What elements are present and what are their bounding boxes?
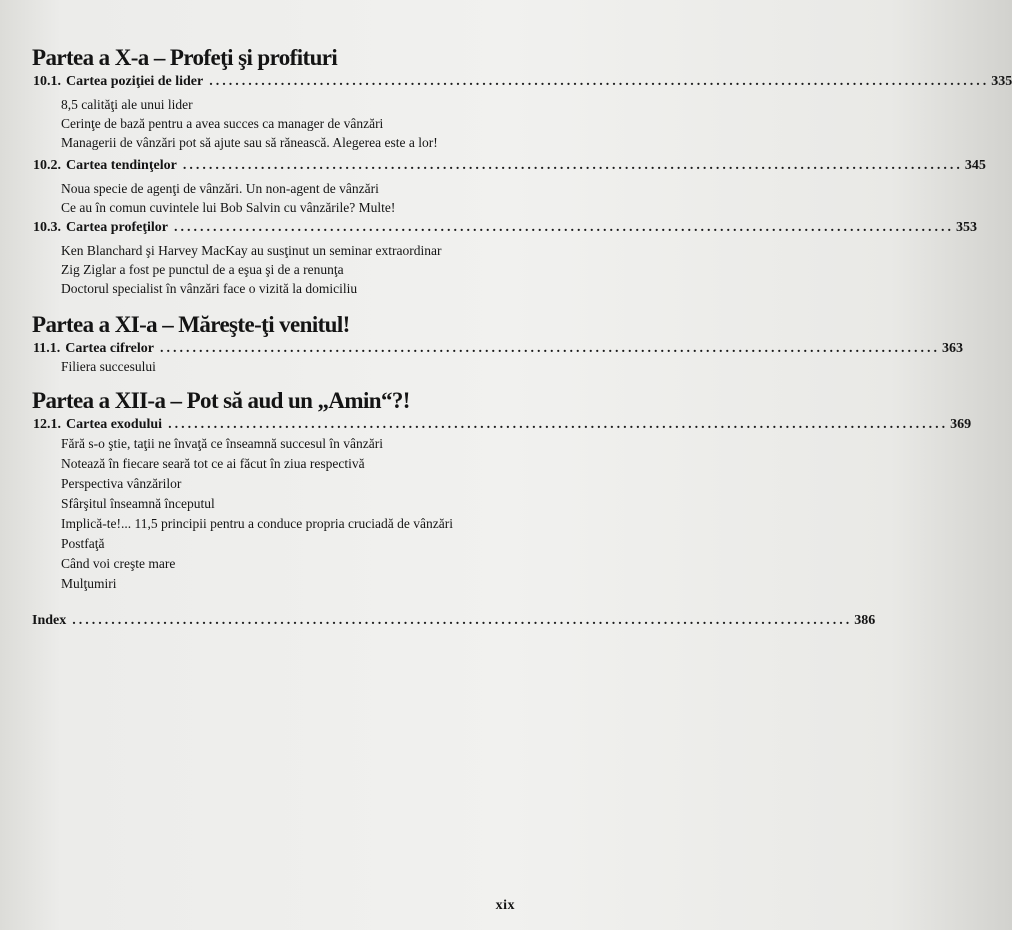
section-item[interactable]: Managerii de vânzări pot să ajute sau să rănească. Alegerea este a lor!	[61, 135, 438, 150]
page-number: 363	[941, 341, 963, 356]
chapter-number: 10.2.	[33, 158, 61, 173]
section-item[interactable]: 8,5 calităţi ale unui lider	[61, 97, 193, 112]
page-number: 345	[964, 158, 986, 173]
chapter-number: 11.1.	[33, 341, 61, 356]
section-item[interactable]: Mulţumiri	[61, 576, 117, 591]
chapter-title: Cartea tendinţelor	[66, 158, 177, 173]
chapter-title: Cartea exodului	[66, 417, 163, 432]
section-item[interactable]: Notează în fiecare seară tot ce ai făcut în ziua respectivă	[61, 456, 365, 471]
dot-leader: ........................................................................................................................	[72, 613, 853, 628]
page-folio: xix	[495, 898, 515, 913]
section-item[interactable]: Fără s-o ştie, taţii ne învaţă ce înseamnă succesul în vânzări	[61, 436, 384, 451]
part-title: Partea a XI-a – Măreşte-ţi venitul!	[32, 312, 350, 337]
index-entry[interactable]	[32, 612, 876, 630]
part-title: Partea a XII-a – Pot să aud un „Amin“?!	[32, 388, 410, 413]
chapter-number: 10.3.	[33, 220, 61, 235]
dot-leader: ........................................................................................................................	[209, 74, 990, 89]
dot-leader: ........................................................................................................................	[159, 341, 940, 356]
section-item[interactable]: Sfârşitul înseamnă începutul	[61, 496, 215, 511]
section-item[interactable]: Zig Ziglar a fost pe punctul de a eşua şi de a renunţa	[61, 262, 344, 277]
chapter-title: Cartea profeţilor	[66, 220, 168, 235]
section-item[interactable]: Filiera succesului	[61, 359, 156, 374]
index-title: Index	[32, 613, 67, 628]
dot-leader: ........................................................................................................................	[168, 417, 949, 432]
chapter-number: 12.1.	[33, 417, 61, 432]
page-number: 369	[950, 417, 972, 432]
toc-entry[interactable]	[33, 416, 972, 434]
chapter-title: Cartea poziţiei de lider	[66, 74, 204, 89]
section-item[interactable]: Perspectiva vânzărilor	[61, 476, 182, 491]
chapter-number: 10.1.	[33, 74, 61, 89]
section-item[interactable]: Ce au în comun cuvintele lui Bob Salvin cu vânzările? Multe!	[61, 200, 396, 215]
dot-leader: ........................................................................................................................	[182, 158, 963, 173]
section-item[interactable]: Când voi creşte mare	[61, 556, 176, 571]
toc-entry[interactable]	[33, 340, 963, 358]
page-number: 386	[854, 613, 876, 628]
toc-entry[interactable]	[33, 157, 986, 175]
dot-leader: ........................................................................................................................	[173, 220, 954, 235]
section-item[interactable]: Noua specie de agenţi de vânzări. Un non-agent de vânzări	[61, 181, 379, 196]
page-number: 353	[955, 220, 977, 235]
chapter-title: Cartea cifrelor	[65, 341, 154, 356]
section-item[interactable]: Doctorul specialist în vânzări face o vizită la domiciliu	[61, 281, 358, 296]
section-item[interactable]: Postfaţă	[61, 536, 105, 551]
toc-entry[interactable]	[33, 73, 1012, 91]
part-title: Partea a X-a – Profeţi şi profituri	[32, 45, 338, 70]
toc-entry[interactable]	[33, 219, 977, 237]
section-item[interactable]: Implică-te!... 11,5 principii pentru a conduce propria cruciadă de vânzări	[61, 516, 453, 531]
section-item[interactable]: Ken Blanchard şi Harvey MacKay au susţinut un seminar extraordinar	[61, 243, 442, 258]
section-item[interactable]: Cerinţe de bază pentru a avea succes ca manager de vânzări	[61, 116, 384, 131]
page-number: 335	[991, 74, 1012, 89]
